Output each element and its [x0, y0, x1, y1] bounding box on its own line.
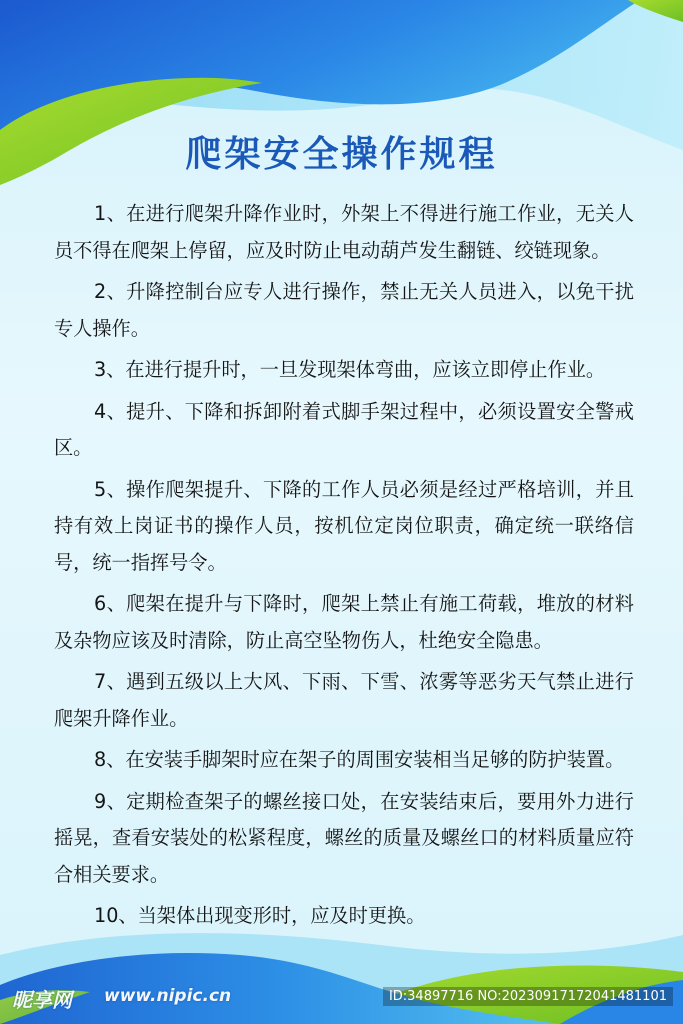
rule-item-7: 7、遇到五级以上大风、下雨、下雪、浓雾等恶劣天气禁止进行爬架升降作业。 [54, 670, 634, 730]
rule-item-8: 8、在安装手脚架时应在架子的周围安装相当足够的防护装置。 [94, 748, 625, 771]
watermark-site-url: www.nipic.cn [104, 986, 232, 1006]
rule-item-6: 6、爬架在提升与下降时，爬架上禁止有施工荷载，堆放的材料及杂物应该及时清除，防止高空坠物伤人，杜绝安全隐患。 [54, 592, 634, 652]
rule-item-5: 5、操作爬架提升、下降的工作人员必须是经过严格培训，并且持有效上岗证书的操作人员，按机位定岗位职责，确定统一联络信号，统一指挥号令。 [54, 477, 634, 574]
rule-item-2: 2、升降控制台应专人进行操作，禁止无关人员进入，以免干扰专人操作。 [54, 280, 634, 340]
rule-item-10: 10、当架体出现变形时，应及时更换。 [94, 904, 426, 927]
rule-item-9: 9、定期检查架子的螺丝接口处，在安装结束后，要用外力进行摇晃，查看安装处的松紧程度，螺丝的质量及螺丝口的材料质量应符合相关要求。 [54, 789, 634, 886]
rule-item-1: 1、在进行爬架升降作业时，外架上不得进行施工作业，无关人员不得在爬架上停留，应及时防止电动葫芦发生翻链、绞链现象。 [54, 202, 634, 262]
rule-item-3: 3、在进行提升时，一旦发现架体弯曲，应该立即停止作业。 [94, 358, 606, 381]
rule-item-4: 4、提升、下降和拆卸附着式脚手架过程中，必须设置安全警戒区。 [54, 399, 634, 459]
watermark-id: ID:34897716 NO:20230917172041481101 [383, 987, 673, 1006]
poster-title: 爬架安全操作规程 [185, 133, 498, 175]
watermark-logo: 昵享网 [12, 988, 72, 1012]
rules-list [54, 196, 634, 940]
